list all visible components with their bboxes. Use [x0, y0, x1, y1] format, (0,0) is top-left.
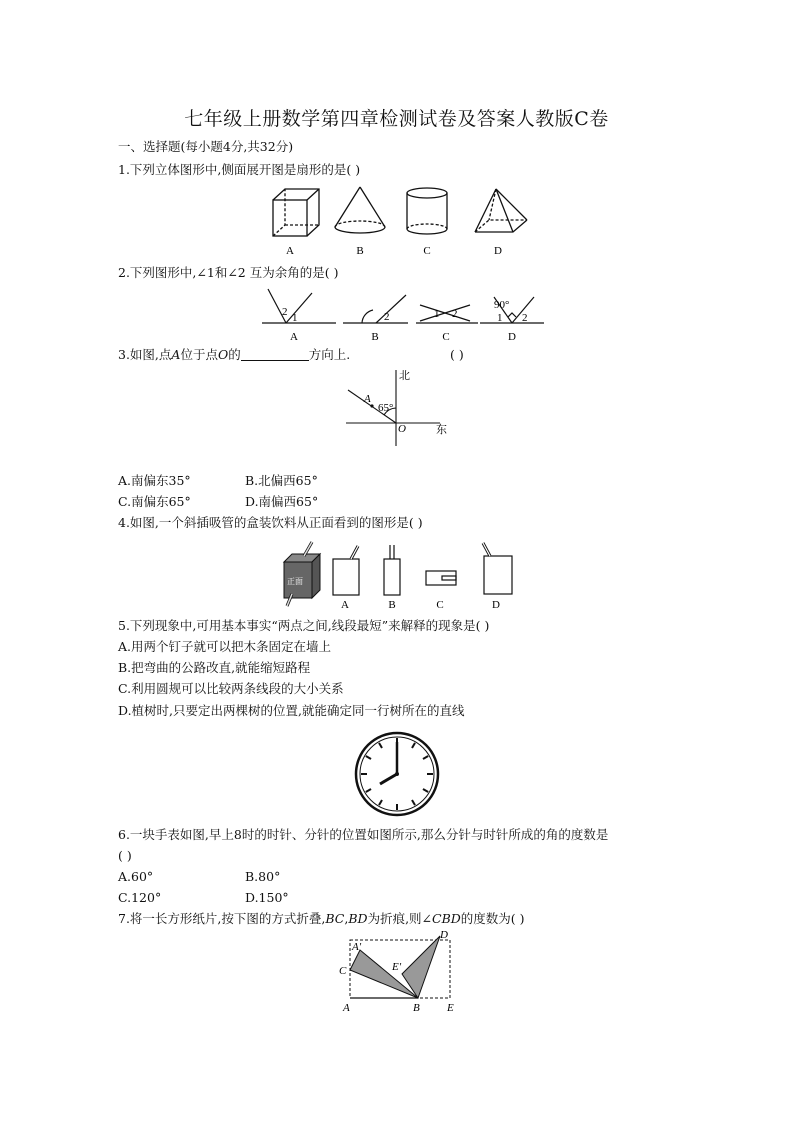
q2a-angle-1: 1: [292, 312, 298, 324]
q2c-angle-2: 2: [452, 308, 458, 320]
question-7: [118, 911, 525, 927]
q7-fold-figure: [336, 928, 466, 1016]
page-title: 七年级上册数学第四章检测试卷及答案人教版C卷: [184, 108, 609, 130]
q3-text-mid: 位于点: [180, 347, 218, 362]
q7-bd: BD: [348, 911, 368, 926]
clock-tick: [379, 800, 382, 805]
q7-fig-e-prime: E′: [392, 961, 402, 973]
q2c-angle-1: 1: [434, 308, 440, 320]
cone-shape: [335, 187, 385, 233]
q3-east-label: 东: [436, 423, 447, 436]
q6-option-d: D.150°: [245, 890, 289, 905]
q3-point-o: O: [217, 347, 229, 362]
q3-option-b: B.北偏西65°: [245, 473, 318, 488]
q1-label-c: C: [423, 245, 431, 257]
q5-option-d: D.植树时,只要定出两棵树的位置,就能确定同一行树所在的直线: [118, 703, 465, 718]
question-3: [118, 347, 350, 363]
clock-tick: [412, 800, 415, 805]
q7-fig-a-prime: A′: [352, 941, 362, 953]
q3-answer-blank: [241, 348, 309, 361]
q2d-angle-1: 1: [497, 312, 503, 324]
q7-text-before: 7.将一长方形纸片,按下图的方式折叠,: [118, 911, 326, 926]
q6-option-b: B.80°: [245, 869, 281, 884]
q3-bracket: ( ): [450, 347, 464, 362]
q4-label-a: A: [341, 599, 349, 611]
question-6: 6.一块手表如图,早上8时的时针、分针的位置如图所示,那么分针与时针所成的角的度数是: [118, 827, 609, 842]
drink-box-shape: [284, 542, 320, 606]
q2b-angle-2: 2: [384, 311, 390, 323]
question-2: 2.下列图形中,∠1和∠2 互为余角的是( ): [118, 265, 339, 280]
q3-text-de: 的: [228, 347, 241, 362]
q3-point-a: A: [171, 347, 181, 362]
q4-label-b: B: [388, 599, 396, 611]
clock-tick: [423, 756, 428, 759]
q7-text-mid: 为折痕,则∠: [367, 911, 433, 926]
q7-fig-d: D: [440, 929, 448, 941]
clock-figure: [353, 730, 441, 818]
clock-tick: [379, 743, 382, 748]
cylinder-shape: [407, 188, 447, 234]
q5-option-a: A.用两个钉子就可以把木条固定在墙上: [118, 639, 332, 654]
q4-front-label: 正面: [287, 577, 303, 586]
q5-option-c: C.利用圆规可以比较两条线段的大小关系: [118, 681, 344, 696]
q3-option-c: C.南偏东65°: [118, 494, 191, 509]
q4-label-c: C: [436, 599, 444, 611]
q1-label-b: B: [356, 245, 364, 257]
q3-angle: 65°: [378, 402, 394, 414]
q1-label-a: A: [286, 245, 294, 257]
q2-label-c: C: [442, 331, 450, 343]
q7-cbd: CBD: [432, 911, 461, 926]
q7-comma: ,: [344, 911, 349, 926]
clock-tick: [366, 756, 371, 759]
question-4: 4.如图,一个斜插吸管的盒装饮料从正面看到的图形是( ): [118, 515, 423, 530]
q3-text-before: 3.如图,点: [118, 347, 172, 362]
question-5: 5.下列现象中,可用基本事实“两点之间,线段最短”来解释的现象是( ): [118, 618, 490, 633]
pyramid-shape: [475, 189, 527, 232]
q7-text-after: 的度数为( ): [460, 911, 525, 926]
q3-text-after: 方向上.: [308, 347, 351, 362]
q7-fig-c: C: [339, 965, 347, 977]
q2-label-a: A: [290, 331, 298, 343]
q7-bc: BC: [325, 911, 345, 926]
q6-bracket: ( ): [118, 848, 132, 863]
q3-option-d: D.南偏西65°: [245, 494, 319, 509]
q2-label-b: B: [371, 331, 379, 343]
q6-option-c: C.120°: [118, 890, 162, 905]
q6-option-a: A.60°: [118, 869, 154, 884]
q7-fig-e: E: [447, 1002, 454, 1014]
question-1: 1.下列立体图形中,侧面展开图是扇形的是( ): [118, 162, 361, 177]
q3-fig-o: O: [398, 423, 406, 435]
q3-option-a: A.南偏东35°: [118, 473, 191, 488]
q1-solids-figure: [265, 184, 535, 260]
q4-label-d: D: [492, 599, 500, 611]
clock-tick: [423, 789, 428, 792]
clock-tick: [366, 789, 371, 792]
q2d-angle-2: 2: [522, 312, 528, 324]
q5-option-b: B.把弯曲的公路改直,就能缩短路程: [118, 660, 311, 675]
clock-tick: [412, 743, 415, 748]
q2-angles-figure: [258, 285, 548, 345]
q3-north-label: 北: [399, 369, 410, 382]
q4-drink-box-figure: [278, 540, 518, 612]
q7-fig-b: B: [413, 1002, 420, 1014]
section-heading: 一、选择题(每小题4分,共32分): [118, 139, 294, 154]
q2a-angle-2: 2: [282, 306, 288, 318]
q3-direction-figure: [340, 366, 460, 448]
q1-label-d: D: [494, 245, 502, 257]
cube-shape: [273, 189, 319, 236]
q2d-ninety: 90°: [494, 299, 510, 311]
q7-fig-a: A: [343, 1002, 350, 1014]
q3-fig-a: A: [364, 393, 371, 405]
q2-label-d: D: [508, 331, 516, 343]
